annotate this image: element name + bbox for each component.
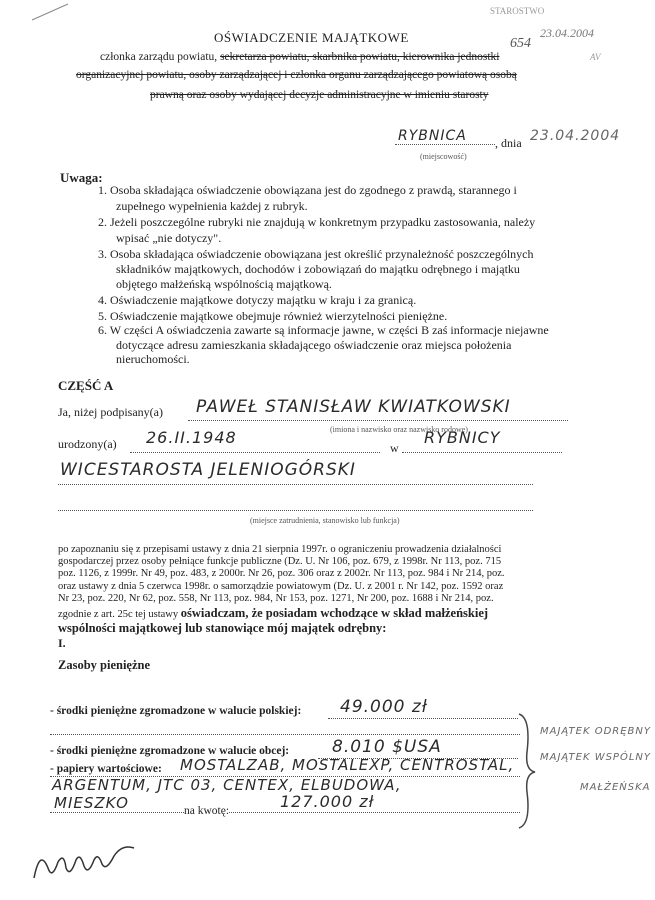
name-caption: (imiona i nazwisko oraz nazwisko rodowe): [330, 425, 468, 434]
foreign-value: 8.010 $USA: [332, 737, 442, 757]
corner-mark-icon: [30, 2, 70, 22]
uwaga-title: Uwaga:: [60, 170, 103, 185]
place-dots: [395, 144, 495, 145]
side-note-3: MAŁŻEŃSKA: [580, 782, 651, 793]
legal-line: oraz ustawy z dnia 5 czerwca 1998r. o samorządzie powiatowym (Dz. U. z 2001 r. Nr 142, poz. 1592 oraz: [58, 581, 504, 592]
uwaga-item: objętego małżeńską wspólnością majątkową.: [116, 277, 332, 291]
header-line-2: organizacyjnej powiatu, osoby zarządzającej i członka organu zarządzającego powiatową osobą: [76, 69, 517, 81]
born-w: w: [390, 441, 399, 455]
legal-line: poz. 1126, z 1999r. Nr 49, poz. 483, z 2000r. Nr 26, poz. 306 oraz z 2002r. Nr 113, poz. 984 i Nr 214, poz.: [58, 568, 505, 579]
place-value: RYBNICA: [398, 128, 467, 144]
legal-line: Nr 23, poz. 220, Nr 62, poz. 558, Nr 113, poz. 984, Nr 153, poz. 1271, Nr 200, poz. 1688 i Nr 214, poz.: [58, 593, 494, 604]
position-value: WICESTAROSTA JELENIOGÓRSKI: [60, 460, 356, 480]
uwaga-item: 2. Jeżeli poszczególne rubryki nie znajdują w konkretnym przypadku zastosowania, należy: [98, 215, 536, 229]
uwaga-item: dotyczące adresu zamieszkania składającego oświadczenie oraz miejsca położenia: [116, 338, 512, 352]
pln-dots-2: [50, 734, 520, 735]
position-dots-1: [58, 484, 533, 485]
stamp-text: STAROSTWO: [490, 6, 545, 16]
stamp-date: 23.04.2004: [540, 26, 594, 40]
header-line-1: członka zarządu powiatu, sekretarza powiatu, skarbnika powiatu, kierownika jednostki: [100, 51, 500, 63]
header-line-3: prawną oraz osoby wydającej decyzje administracyjne w imieniu starosty: [150, 89, 489, 101]
date-label: , dnia: [495, 136, 522, 150]
legal-line: po zapoznaniu się z przepisami ustawy z dnia 21 sierpnia 1997r. o ograniczeniu prowadzenia działalności: [58, 544, 502, 555]
section-title: Zasoby pieniężne: [58, 658, 151, 672]
uwaga-item: 4. Oświadczenie majątkowe dotyczy majątku w kraju i za granicą.: [98, 293, 417, 307]
securities-dots: [50, 812, 520, 813]
section-roman: I.: [58, 636, 66, 650]
part-a-title: CZĘŚĆ A: [58, 378, 114, 393]
uwaga-item: 3. Osoba składająca oświadczenie obowiązana jest określić przynależność poszczególnych: [98, 247, 534, 261]
amount-value: 127.000 zł: [280, 792, 375, 811]
position-dots-2: [58, 510, 533, 511]
date-value: 23.04.2004: [530, 128, 621, 144]
born-date: 26.II.1948: [146, 428, 237, 447]
legal-line: zgodnie z art. 25c tej ustawy oświadczam, że posiadam wchodzące w skład małżeńskiej: [58, 606, 489, 620]
uwaga-item: nieruchomości.: [116, 352, 190, 366]
pln-value: 49.000 zł: [340, 697, 428, 717]
pln-label: - środki pieniężne zgromadzone w walucie polskiej:: [50, 705, 302, 717]
securities-value-3: MIESZKO: [54, 794, 129, 812]
document-title: OŚWIADCZENIE MAJĄTKOWE: [214, 30, 409, 45]
brace-icon: [515, 712, 537, 830]
declare-line-2: wspólności majątkowej lub stanowiące mój majątek odrębny:: [58, 621, 387, 635]
securities-value-2: ARGENTUM, JTC 03, CENTEX, ELBUDOWA,: [52, 776, 402, 794]
foreign-label: - środki pieniężne zgromadzone w walucie obcej:: [50, 745, 290, 757]
amount-label: na kwotę:: [184, 805, 230, 817]
born-place: RYBNICY: [424, 428, 501, 447]
side-note-1: MAJĄTEK ODRĘBNY: [540, 726, 651, 737]
born-place-dots: [402, 452, 562, 453]
stamp-initials: AV: [590, 52, 601, 62]
uwaga-item: 1. Osoba składająca oświadczenie obowiązana jest do zgodnego z prawdą, starannego i: [98, 183, 517, 197]
name-dots: [188, 420, 568, 421]
signed-label: Ja, niżej podpisany(a): [58, 405, 163, 419]
uwaga-item: 5. Oświadczenie majątkowe obejmuje również wierzytelności pieniężne.: [98, 309, 448, 323]
place-caption: (miejscowość): [420, 152, 467, 161]
uwaga-item: wpisać „nie dotyczy".: [116, 231, 222, 245]
pln-dots: [328, 718, 518, 719]
signer-name: PAWEŁ STANISŁAW KWIATKOWSKI: [196, 397, 511, 417]
securities-label: - papiery wartościowe:: [50, 763, 162, 775]
born-date-dots: [130, 452, 380, 453]
handwritten-signature-icon: [30, 838, 140, 888]
uwaga-item: składników majątkowych, dochodów i zobowiązań do majątku odrębnego i majątku: [116, 262, 520, 276]
securities-value-1: MOSTALZAB, MOSTALEXP, CENTROSTAL,: [180, 756, 515, 774]
position-caption: (miejsce zatrudnienia, stanowisko lub funkcja): [250, 516, 400, 525]
uwaga-item: zupełnego wypełnienia każdej z rubryk.: [116, 199, 308, 213]
born-label: urodzony(a): [58, 437, 117, 451]
legal-line: gospodarczej przez osoby pełniące funkcje publiczne (Dz. U. Nr 106, poz. 679, z 1998r. Nr 113, poz. 715: [58, 556, 502, 567]
uwaga-item: 6. W części A oświadczenia zawarte są informacje jawne, w części B zaś informacje niejawne: [98, 323, 549, 337]
side-note-2: MAJĄTEK WSPÓLNY: [540, 752, 651, 763]
stamp-reg-number: 654: [510, 36, 531, 51]
